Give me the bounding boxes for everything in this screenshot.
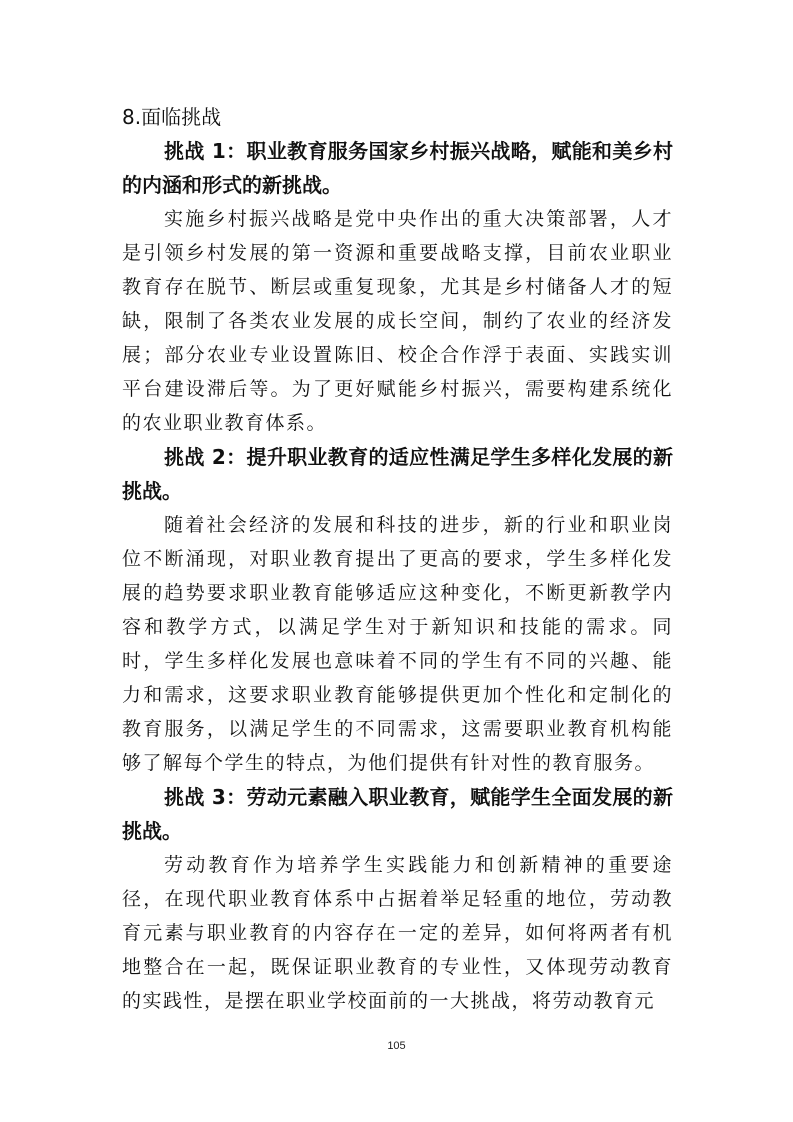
- challenge-2-title: 挑战 2：提升职业教育的适应性满足学生多样化发展的新挑战。: [122, 445, 673, 503]
- section-heading: 8.面临挑战: [122, 105, 222, 129]
- challenge-1-title: 挑战 1：职业教育服务国家乡村振兴战略，赋能和美乡村的内涵和形式的新挑战。: [122, 139, 673, 197]
- challenge-3-body: 劳动教育作为培养学生实践能力和创新精神的重要途径，在现代职业教育体系中占据着举足轻重的地位，劳动教育元素与职业教育的内容存在一定的差异，如何将两者有机地整合在一起，既保证职业教育的专业性，又体现劳动教育的实践性，是摆在职业学校面前的一大挑战，将劳动教育元: [122, 854, 673, 1012]
- page-content: [122, 100, 673, 1018]
- challenge-2-body: 随着社会经济的发展和科技的进步，新的行业和职业岗位不断涌现，对职业教育提出了更高的要求，学生多样化发展的趋势要求职业教育能够适应这种变化，不断更新教学内容和教学方式，以满足学生对于新知识和技能的需求。同时，学生多样化发展也意味着不同的学生有不同的兴趣、能力和需求，这要求职业教育能够提供更加个性化和定制化的教育服务，以满足学生的不同需求，这需要职业教育机构能够了解每个学生的特点，为他们提供有针对性的教育服务。: [122, 514, 673, 774]
- challenge-3-title: 挑战 3：劳动元素融入职业教育，赋能学生全面发展的新挑战。: [122, 785, 673, 843]
- page-number: 105: [387, 1040, 406, 1052]
- challenge-1-body: 实施乡村振兴战略是党中央作出的重大决策部署，人才是引领乡村发展的第一资源和重要战略支撑，目前农业职业教育存在脱节、断层或重复现象，尤其是乡村储备人才的短缺，限制了各类农业发展的成长空间，制约了农业的经济发展；部分农业专业设置陈旧、校企合作浮于表面、实践实训平台建设滞后等。为了更好赋能乡村振兴，需要构建系统化的农业职业教育体系。: [122, 208, 673, 434]
